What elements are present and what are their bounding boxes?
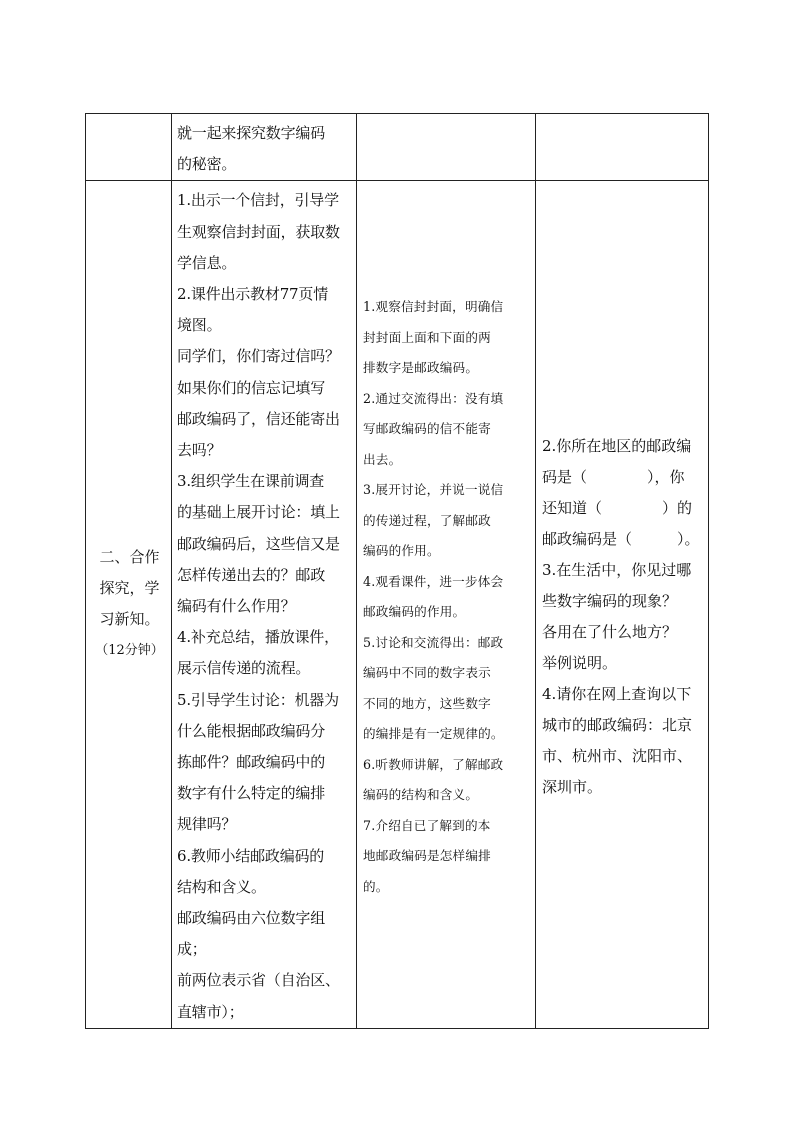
text-line: 4.请你在网上查询以下 [542, 685, 692, 704]
text-line: 学信息。 [177, 253, 237, 272]
text-line: 城市的邮政编码：北京 [542, 716, 693, 735]
text-line: 二、合作 [99, 548, 160, 567]
text-line: 些数字编码的现象？ [542, 592, 678, 611]
stage-duration: （12分钟） [95, 643, 164, 659]
text-line: 5.讨论和交流得出：邮政 [363, 634, 504, 650]
text-line: 数字有什么特定的编排 [177, 784, 326, 803]
text-line: 出去。 [363, 451, 402, 467]
text-line: 就一起来探究数字编码 [177, 124, 326, 142]
text-line: 2.课件出示教材77页情 [177, 285, 328, 304]
exercise-cell-empty [536, 114, 709, 181]
text-line: 邮政编码的作用。 [363, 604, 466, 620]
text-line: 6.听教师讲解，了解邮政 [363, 756, 504, 772]
text-line: 拣邮件？邮政编码中的 [177, 753, 326, 772]
student-activity-cell-empty [357, 114, 536, 181]
text-line: 编码的结构和含义。 [363, 787, 479, 803]
text-line: 的传递过程，了解邮政 [363, 512, 491, 528]
stage-cell-empty [86, 114, 172, 181]
text-line: 排数字是邮政编码。 [363, 360, 479, 376]
text-line: 生观察信封封面，获取数 [177, 222, 340, 241]
text-line: 深圳市。 [542, 778, 603, 797]
teacher-activity-cell [172, 181, 357, 1028]
text-line: 探究，学 [99, 579, 160, 598]
text-line: 如果你们的信忘记填写 [177, 378, 326, 397]
text-line: 6.教师小结邮政编码的 [177, 846, 325, 865]
text-line: 邮政编码由六位数字组 [177, 909, 326, 928]
text-line: 3.展开讨论，并说一说信 [363, 482, 504, 498]
text-line: 不同的地方，这些数字 [363, 695, 491, 711]
text-line: 的编排是有一定规律的。 [363, 726, 504, 742]
text-line: 成； [177, 940, 207, 959]
text-line: 写邮政编码的信不能寄 [363, 421, 491, 437]
text-line: 同学们，你们寄过信吗？ [177, 347, 340, 366]
text-line: 码是（ ），你 [542, 468, 685, 487]
text-line: 4.补充总结，播放课件， [177, 628, 339, 647]
student-activity-cell [357, 181, 536, 1028]
text-line: 3.组织学生在课前调查 [177, 472, 325, 491]
text-line: 怎样传递出去的？邮政 [177, 565, 326, 584]
text-line: 封封面上面和下面的两 [363, 329, 491, 345]
text-line: 市、杭州市、沈阳市、 [542, 747, 693, 766]
text-line: 编码有什么作用？ [177, 597, 296, 616]
text-line: 的基础上展开讨论：填上 [177, 503, 340, 522]
lesson-plan-table [85, 113, 709, 1029]
text-line: 邮政编码了，信还能寄出 [177, 409, 340, 428]
table-row-continuation [86, 114, 709, 181]
text-line: 3.在生活中，你见过哪 [542, 561, 692, 580]
text-line: 5.引导学生讨论：机器为 [177, 690, 339, 709]
text-line: 境图。 [177, 316, 222, 335]
text-line: 1.观察信封封面，明确信 [363, 299, 504, 315]
text-line: 1.出示一个信封，引导学 [177, 191, 339, 210]
text-line: 7.介绍自已了解到的本 [363, 817, 491, 833]
text-line: 去吗？ [177, 441, 222, 460]
text-line: 4.观看课件，进一步体会 [363, 573, 504, 589]
text-line: 邮政编码是（ ）。 [542, 530, 700, 549]
text-line: 编码中不同的数字表示 [363, 665, 491, 681]
text-line: 地邮政编码是怎样编排 [363, 848, 491, 864]
text-line: 2.你所在地区的邮政编 [542, 437, 692, 456]
text-line: 的。 [363, 878, 389, 894]
text-line: 的秘密。 [177, 155, 237, 174]
text-line: 举例说明。 [542, 654, 618, 673]
table-row-explore [86, 181, 709, 1028]
text-line: 习新知。 [99, 610, 160, 629]
text-line: 展示信传递的流程。 [177, 659, 311, 678]
text-line: 各用在了什么地方？ [542, 623, 678, 642]
text-line: 结构和含义。 [177, 877, 266, 896]
text-line: 2.通过交流得出：没有填 [363, 390, 504, 406]
text-line: 邮政编码后，这些信又是 [177, 534, 340, 553]
text-line: 什么能根据邮政编码分 [177, 721, 326, 740]
stage-cell [86, 181, 172, 1028]
text-line: 编码的作用。 [363, 543, 440, 559]
teacher-activity-cell [172, 114, 357, 181]
text-line: 还知道（ ）的 [542, 499, 693, 518]
text-line: 前两位表示省（自治区、 [177, 971, 340, 990]
exercise-cell [536, 181, 709, 1028]
text-line: 直辖市）； [177, 1002, 244, 1021]
text-line: 规律吗？ [177, 815, 237, 834]
